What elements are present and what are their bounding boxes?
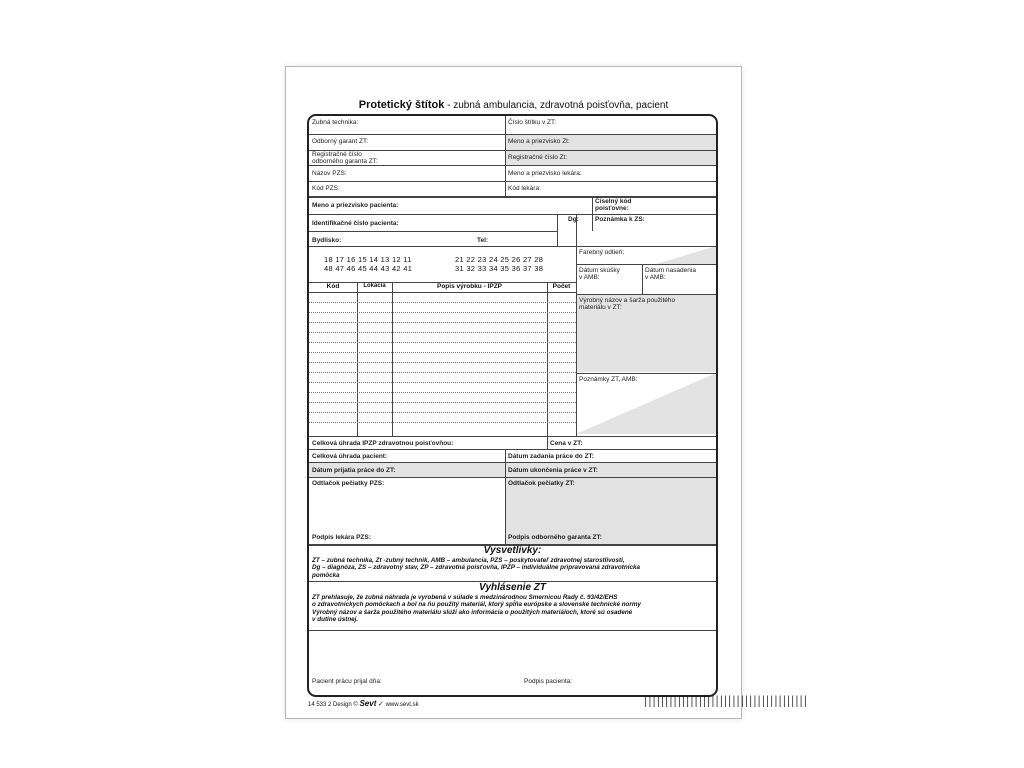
declaration-text <box>312 594 713 624</box>
rule <box>557 214 558 246</box>
explanations-line: ZT – zubná technika, Zt -zubný technik, AMB – ambulancia, PZS – poskytovateľ zdravotnej starostlivosti, <box>312 557 625 564</box>
label-registracne-cislo-line2: odborného garanta ZT: <box>312 158 378 165</box>
rule <box>309 165 716 166</box>
table-row <box>309 372 576 373</box>
rule <box>576 214 577 436</box>
label-ciselny-kod-line1: Číselný kód <box>595 198 632 205</box>
rule <box>309 181 716 182</box>
table-row <box>309 382 576 383</box>
label-poznamka-zs: Poznámka k ZS: <box>595 216 645 223</box>
label-podpis-garanta: Podpis odborného garanta ZT: <box>508 534 602 541</box>
label-nazov-pzs: Názov PZS: <box>312 170 347 177</box>
label-registracne-cislo-zt: Registračné číslo Zt: <box>508 154 568 161</box>
table-row <box>309 422 576 423</box>
footer-code: 14 533 2 Design © <box>308 702 358 708</box>
label-datum-prijatia: Dátum prijatia práce do ZT: <box>312 467 396 474</box>
label-podpis-pacienta: Podpis pacienta: <box>524 678 573 685</box>
form-title <box>286 99 741 111</box>
declaration-line: ZT prehlasuje, že zubná náhrada je vyrobená v súlade s medzinárodnou Smernicou Rady č. 93/42/EHS <box>312 594 618 601</box>
label-identifikacne-cislo: Identifikačné číslo pacienta: <box>312 220 399 227</box>
teeth-lower-right: 31 32 33 34 35 36 37 38 <box>455 264 544 273</box>
label-kod-pzs: Kód PZS: <box>312 185 340 192</box>
rule <box>576 264 716 265</box>
label-dg: Dg: <box>568 216 579 223</box>
label-pacient-prijal: Pacient prácu prijal dňa: <box>312 678 382 685</box>
sevt-logo-icon: ✓ <box>378 701 384 708</box>
rule <box>576 373 716 374</box>
label-vyrobny-nazov-line1: Výrobný názov a šarža použitého <box>579 297 676 304</box>
label-datum-zadania: Dátum zadania práce do ZT: <box>508 453 594 460</box>
label-datum-skusky <box>579 267 620 281</box>
declaration-heading: Vyhlásenie ZT <box>478 582 547 593</box>
label-datum-skusky-line1: Dátum skúšky <box>579 267 620 274</box>
table-row <box>309 392 576 393</box>
table-row <box>309 332 576 333</box>
label-odborny-garant: Odborný garant ZT: <box>312 138 368 145</box>
label-registracne-cislo-garanta <box>312 151 378 165</box>
label-podpis-lekara: Podpis lekára PZS: <box>312 534 371 541</box>
sevt-logo: Sevt <box>359 699 377 708</box>
table-header-popis: Popis výrobku - IPZP <box>436 283 502 290</box>
label-datum-skusky-line2: v AMB: <box>579 274 600 281</box>
rule <box>642 264 643 294</box>
label-celkova-uhrada-pacient: Celková úhrada pacient: <box>312 453 388 460</box>
table-row <box>309 342 576 343</box>
label-vyrobny-nazov-line2: materiálu v ZT: <box>579 304 622 311</box>
label-cena-zt: Cena v ZT: <box>550 440 583 447</box>
label-datum-nasadenia <box>645 267 696 281</box>
table-row <box>309 302 576 303</box>
rule <box>309 292 576 293</box>
label-poznamky: Poznámky ZT, AMB: <box>579 376 638 383</box>
rule <box>547 436 548 449</box>
label-tel: Tel: <box>477 237 489 244</box>
table-row <box>309 352 576 353</box>
label-bydlisko: Bydlisko: <box>312 237 342 244</box>
rule <box>309 196 716 198</box>
label-meno-priezvisko-zt: Meno a priezvisko Zt: <box>508 138 570 145</box>
rule <box>592 196 593 231</box>
rule <box>309 214 716 215</box>
rule <box>309 477 716 478</box>
explanations-heading: Vysvetlivky: <box>483 545 542 556</box>
table-header-pocet: Počet <box>552 283 571 290</box>
rule <box>309 231 557 232</box>
footer-url: www.sevt.sk <box>385 702 419 708</box>
form-title-sub: - zubná ambulancia, zdravotná poisťovňa, pacient <box>444 100 669 111</box>
table-row <box>309 322 576 323</box>
label-celkova-uhrada-ipzp: Celková úhrada IPZP zdravotnou poisťovňou: <box>312 440 454 447</box>
barcode: ||||||||||||||||||||||||||||||||||||||| <box>643 695 807 709</box>
explanations-text <box>312 557 640 579</box>
declaration-line: Výrobný názov a šarža použitého materiálu slúži ako informácia o použitých materiáloch, ktoré sú osadené <box>312 608 633 616</box>
teeth-lower-left: 48 47 46 45 44 43 42 41 <box>324 264 413 273</box>
table-row <box>309 362 576 363</box>
form-frame <box>307 114 718 697</box>
explanations-line: pomôcka <box>312 571 340 579</box>
label-kod-lekara: Kód lekára: <box>508 185 541 192</box>
label-zubna-technika: Zubná technika: <box>312 119 359 126</box>
rule <box>309 449 716 450</box>
label-meno-pacienta: Meno a priezvisko pacienta: <box>312 202 399 209</box>
label-datum-ukoncenia: Dátum ukončenia práce v ZT: <box>508 467 598 474</box>
table-row <box>309 312 576 313</box>
rule <box>309 134 716 135</box>
table-row <box>309 402 576 403</box>
label-farebny-odtien: Farebný odtieň: <box>579 249 625 256</box>
footer-left <box>308 699 419 708</box>
explanations-line: Dg – diagnóza, ZS – zdravotný stav, ZP – zdravotná poisťovňa, IPZP – individuálne pripravovaná zdravotnícka <box>312 564 640 572</box>
table-header-kod: Kód <box>326 283 340 290</box>
rule <box>309 246 716 247</box>
label-vyrobny-nazov <box>579 297 675 311</box>
rule <box>576 294 716 295</box>
rule <box>309 630 716 631</box>
form-sheet <box>285 66 807 719</box>
rule <box>505 116 506 196</box>
teeth-upper-right: 21 22 23 24 25 26 27 28 <box>455 255 544 264</box>
rule <box>309 462 716 463</box>
label-ciselny-kod-line2: poisťovne: <box>595 205 629 212</box>
label-odtlacok-zt: Odtlačok pečiatky ZT: <box>508 480 575 487</box>
label-odtlacok-pzs: Odtlačok pečiatky PZS: <box>312 480 385 487</box>
rule <box>309 436 716 437</box>
label-datum-nasadenia-line2: v AMB: <box>645 274 666 281</box>
label-meno-lekara: Meno a priezvisko lekára: <box>508 170 582 177</box>
form-title-main: Protetický štítok <box>358 99 445 111</box>
label-cislo-stitku: Číslo štítku v ZT: <box>508 119 557 126</box>
table-row <box>309 412 576 413</box>
table-header-lokacia: Lokácia <box>363 283 386 289</box>
rule <box>505 449 506 544</box>
label-datum-nasadenia-line1: Dátum nasadenia <box>645 267 696 274</box>
label-ciselny-kod <box>595 198 631 212</box>
declaration-line: v dutine ústnej. <box>312 616 359 624</box>
declaration-line: o zdravotníckych pomôckach a bol na ňu použitý materiál, ktorý spĺňa európske a slovenské technické normy <box>312 601 641 609</box>
teeth-upper-left: 18 17 16 15 14 13 12 11 <box>324 255 412 264</box>
label-registracne-cislo-line1: Registračné číslo <box>312 151 362 158</box>
